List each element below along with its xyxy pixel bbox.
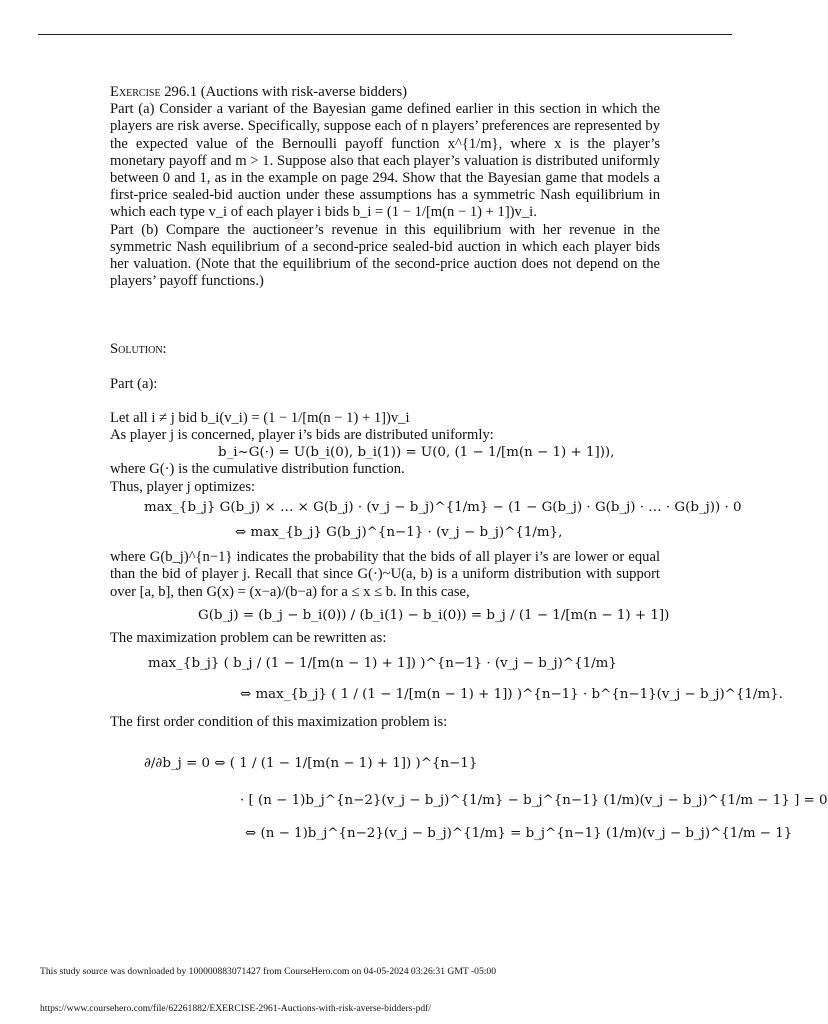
exercise-heading: [110, 84, 660, 101]
line-concern: As player j is concerned, player i’s bids are distributed uniformly:: [110, 427, 494, 444]
line-where-cdf: where G(·) is the cumulative distribution function.: [110, 461, 405, 478]
exercise-part-b: Part (b) Compare the auctioneer’s revenue in this equilibrium with her revenue in the symmetric Nash equilibrium of a second-price sealed-bid auction in which each player bids her valuation. (Note that the equilibrium of the second-price auction does not depend on the players’ payoff functions.): [110, 221, 660, 290]
exercise-title: (Auctions with risk-averse bidders): [197, 84, 408, 100]
line-foc: The first order condition of this maximization problem is:: [110, 713, 448, 730]
eq-foc-3: ⇔ (n − 1)b_j^{n−2}(v_j − b_j)^{1/m} = b_j^{n−1} (1/m)(v_j − b_j)^{1/m − 1}: [245, 826, 793, 842]
exercise-part-a: Part (a) Consider a variant of the Bayesian game defined earlier in this section in which the players are risk averse. Specifically, suppose each of n players’ preferences are represented by the expected value of the Bernoulli payoff function x^{1/m}, where x is the player’s monetary payoff and m > 1. Suppose also that each player’s valuation is distributed uniformly between 0 and 1, as in the example on page 294. Show that the Bayesian game that models a first-price sealed-bid auction under these assumptions has a symmetric Nash equilibrium in which each type v_i of each player i bids b_i = (1 − 1/[m(n − 1) + 1])v_i.: [110, 101, 660, 221]
eq-optimize-1: max_{b_j} G(b_j) × … × G(b_j) · (v_j − b_j)^{1/m} − (1 − G(b_j) · G(b_j) · … · G(b_j)) · 0: [144, 499, 742, 515]
source-url-link[interactable]: https://www.coursehero.com/file/62261882/EXERCISE-2961-Auctions-with-risk-averse-bidders-pdf/: [40, 1003, 432, 1014]
eq-foc-1: ∂/∂b_j = 0 ⇔ ( 1 / (1 − 1/[m(n − 1) + 1]) )^{n−1}: [144, 755, 478, 771]
eq-distribution: b_i~G(·) = U(b_i(0), b_i(1)) = U(0, (1 − 1/[m(n − 1) + 1])),: [218, 445, 615, 461]
header-rule: [38, 34, 732, 35]
part-a-label: Part (a):: [110, 375, 158, 392]
document-body: [110, 84, 828, 843]
eq-foc-2: · [ (n − 1)b_j^{n−2}(v_j − b_j)^{1/m} − b_j^{n−1} (1/m)(v_j − b_j)^{1/m − 1} ] = 0: [240, 793, 828, 809]
para-where: where G(b_j)^{n−1} indicates the probability that the bids of all player i’s are lower or equal than the bid of player j. Recall that since G(·)~U(a, b) is a uniform distribution with support over [a, b], then G(x) = (x−a)/(b−a) for a ≤ x ≤ b. In this case,: [110, 549, 660, 600]
eq-rewrite-2: ⇔ max_{b_j} ( 1 / (1 − 1/[m(n − 1) + 1]) )^{n−1} · b^{n−1}(v_j − b_j)^{1/m}.: [240, 687, 783, 703]
exercise-number: Exercise 296.1: [110, 84, 198, 100]
eq-G: G(b_j) = (b_j − b_i(0)) / (b_i(1) − b_i(0)) = b_j / (1 − 1/[m(n − 1) + 1]): [198, 607, 670, 623]
download-note: This study source was downloaded by 100000883071427 from CourseHero.com on 04-05-2024 03:26:31 GMT -05:00: [40, 966, 497, 977]
line-thus: Thus, player j optimizes:: [110, 478, 256, 495]
line-let: Let all i ≠ j bid b_i(v_i) = (1 − 1/[m(n − 1) + 1])v_i: [110, 409, 410, 426]
line-rewrite: The maximization problem can be rewritten as:: [110, 630, 387, 647]
eq-rewrite-1: max_{b_j} ( b_j / (1 − 1/[m(n − 1) + 1]) )^{n−1} · (v_j − b_j)^{1/m}: [148, 656, 617, 672]
solution-heading: Solution:: [110, 341, 167, 358]
eq-optimize-2: ⇔ max_{b_j} G(b_j)^{n−1} · (v_j − b_j)^{1/m},: [235, 525, 563, 541]
